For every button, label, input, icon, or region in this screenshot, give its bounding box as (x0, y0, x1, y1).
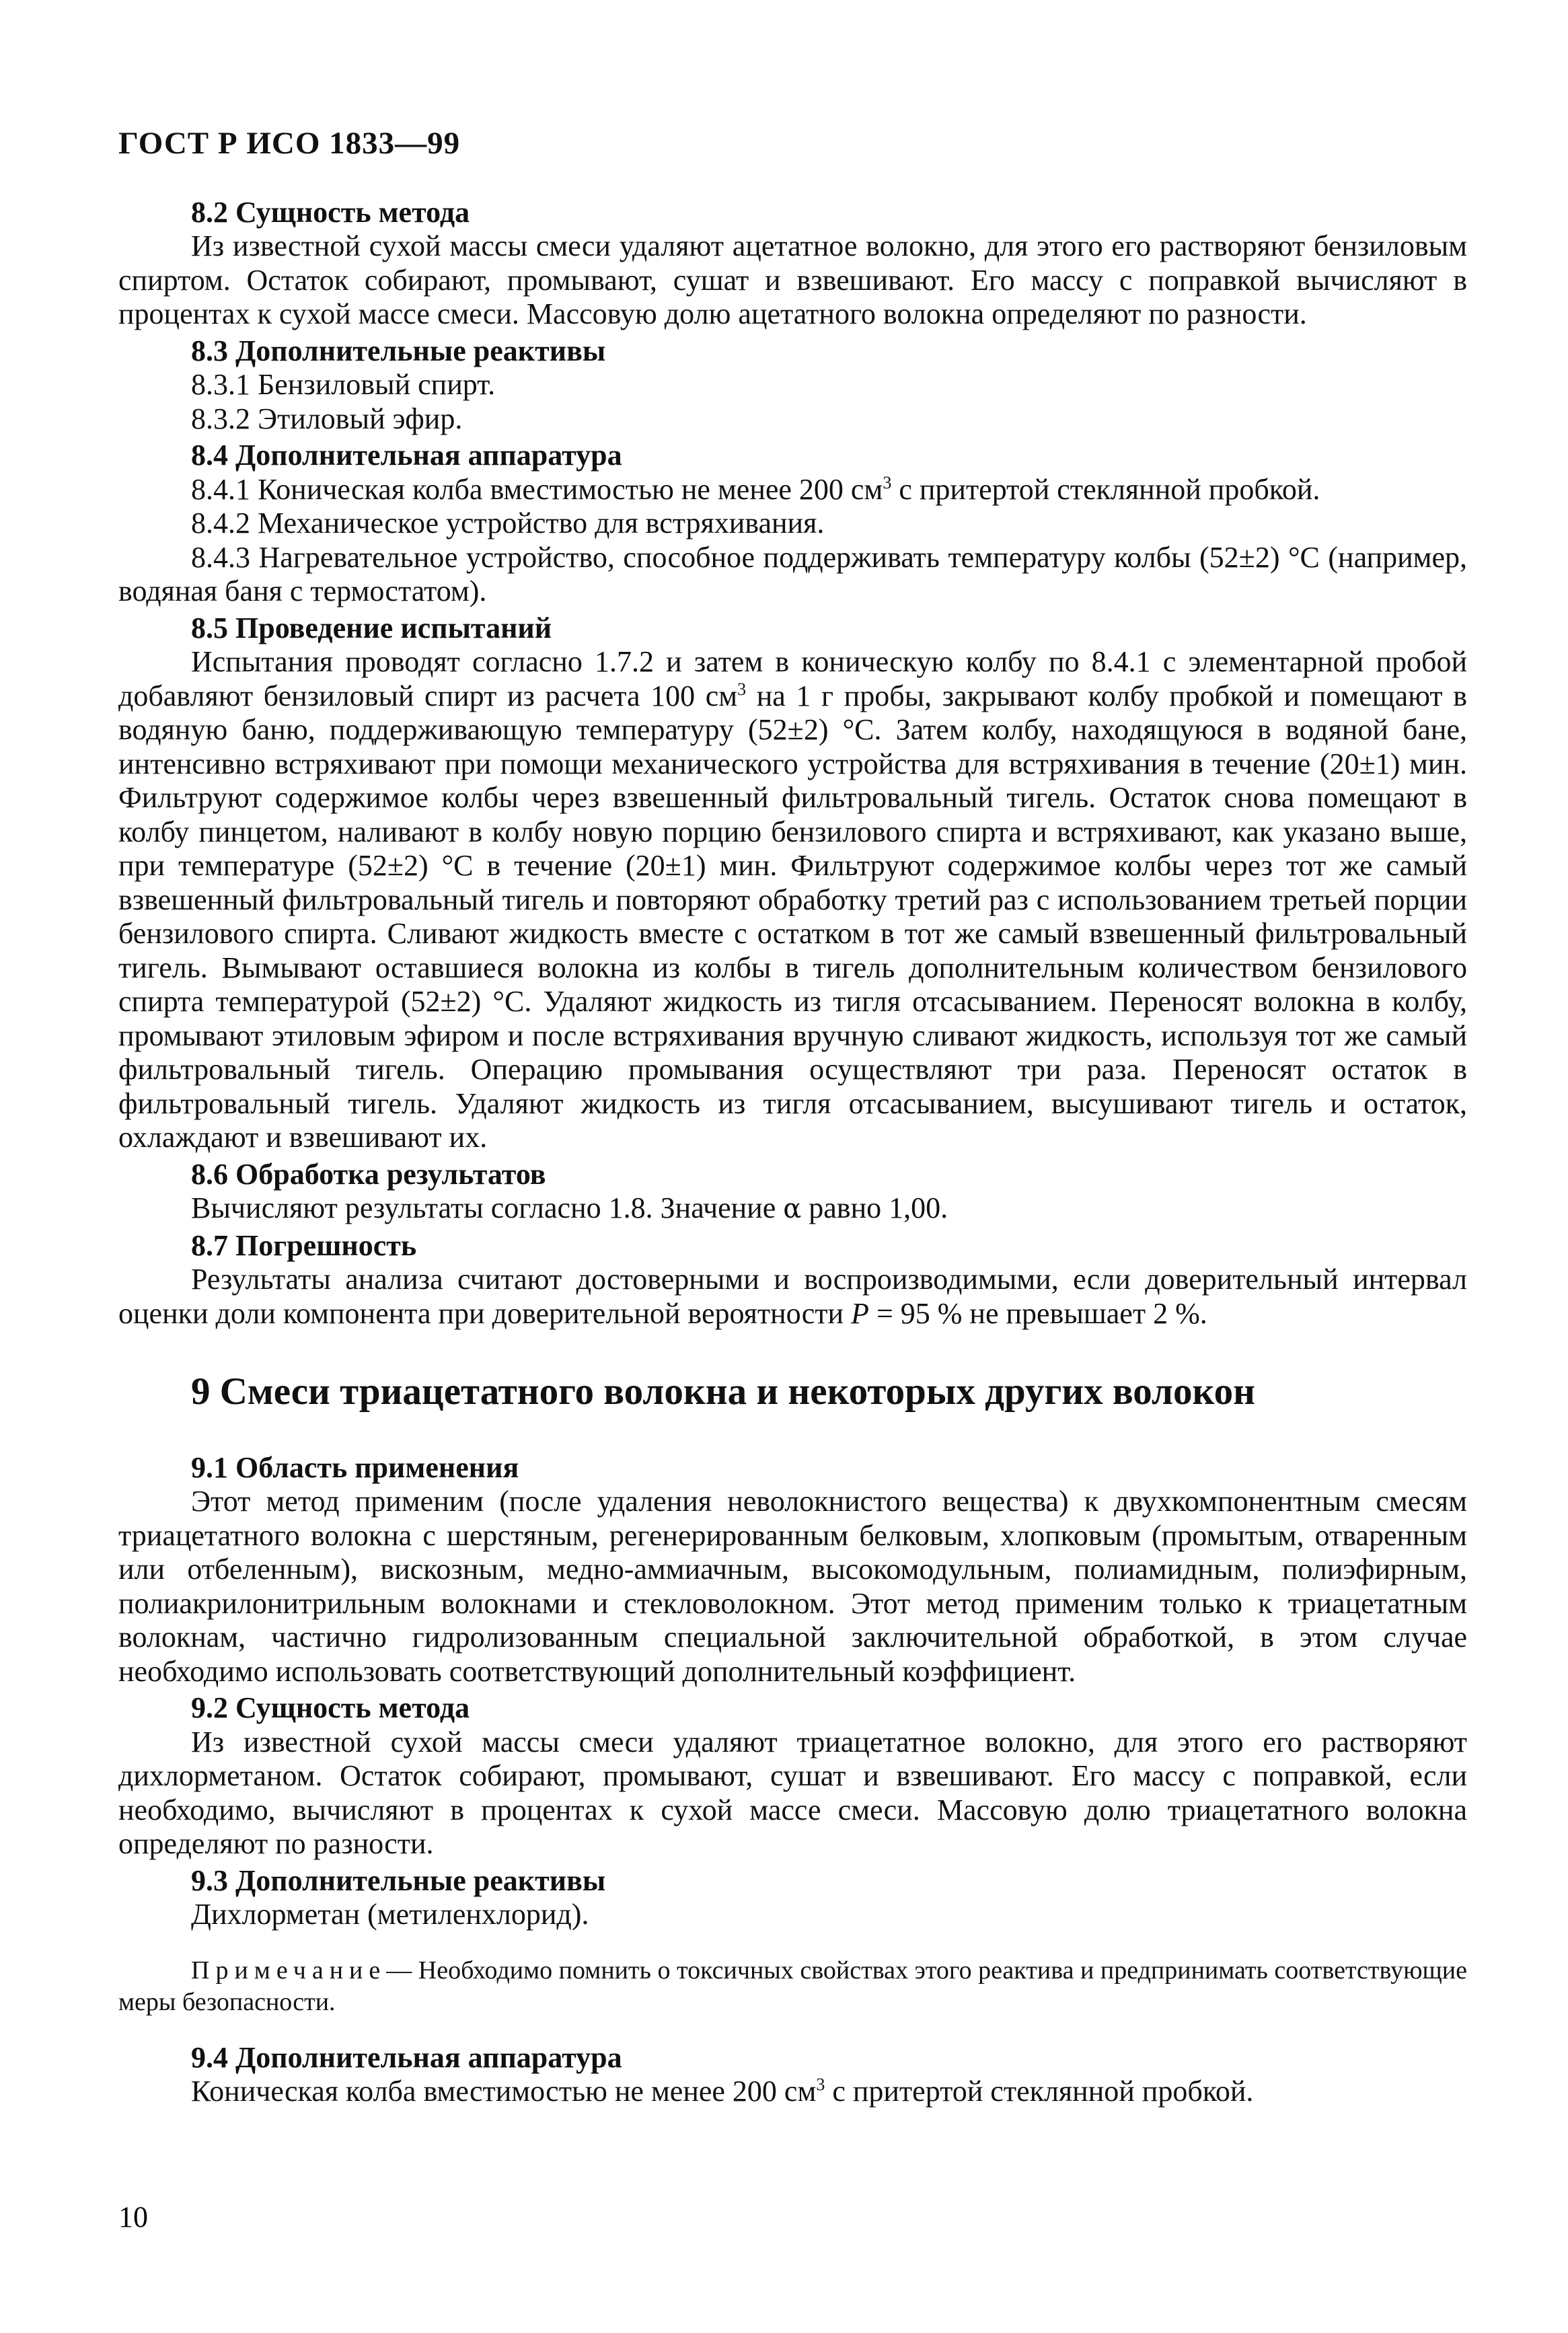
section-8-7-title: 8.7 Погрешность (191, 1228, 417, 1262)
section-9-1-text: Этот метод применим (после удаления неволокнистого вещества) к двухкомпонентным смесям триацетатного волокна с шерстяным, регенерированным белковым, хлопковым (промытым, отваренным или отбеленным), вискозным, медно-аммиачным, высокомодульным, полиамидным, полиэфирным, полиакрилонитрильным волокнами и стекловолокном. Этот метод применим только к триацетатным волокнам, частично гидролизованным специальной заключительной обработкой, в этом случае необходимо использовать соответствующий дополнительный коэффициент. (118, 1485, 1467, 1688)
section-9-4-text-a: Коническая колба вместимостью не менее 200 см (191, 2075, 817, 2108)
section-8-6-title: 8.6 Обработка результатов (191, 1157, 546, 1191)
section-8-2-title: 8.2 Сущность метода (191, 195, 470, 229)
section-8-3-title: 8.3 Дополнительные реактивы (191, 334, 606, 367)
item-8-4-3: 8.4.3 Нагревательное устройство, способное поддерживать температуру колбы (52±2) °С (например, водяная баня с термостатом). (118, 540, 1467, 607)
item-8-4-2: 8.4.2 Механическое устройство для встряхивания. (191, 507, 825, 540)
item-8-4-1 (118, 473, 1467, 507)
section-9-3-text: Дихлорметан (метиленхлорид). (191, 1898, 589, 1931)
section-9-2-title: 9.2 Сущность метода (191, 1691, 470, 1724)
superscript-3: 3 (883, 472, 892, 492)
section-8-7-text (118, 1263, 1467, 1331)
note-label: Примечание (191, 1956, 387, 1985)
section-9-4-text-b: с притертой стеклянной пробкой. (825, 2075, 1254, 2108)
section-8-2-text: Из известной сухой массы смеси удаляют ацетатное волокно, для этого его растворяют бензиловым спиртом. Остаток собирают, промывают, сушат и взвешивают. Его массу с поправкой вычисляют в процентах к сухой массе смеси. Массовую долю ацетатного волокна определяют по разности. (118, 229, 1467, 330)
superscript-3: 3 (737, 679, 747, 699)
document-header: ГОСТ Р ИСО 1833—99 (118, 126, 461, 161)
superscript-3: 3 (816, 2075, 825, 2094)
section-8-5-text (118, 645, 1467, 1155)
section-8-4-title: 8.4 Дополнительная аппаратура (191, 439, 622, 472)
section-8-5-text-b: на 1 г пробы, закрывают колбу пробкой и помещают в водяную баню, поддерживающую температуру (52±2) °С. Затем колбу, находящуюся в водяной бане, интенсивно встряхивают при помощи механического устройства для встряхивания в течение (20±1) мин. Фильтруют содержимое колбы через взвешенный фильтровальный тигель. Остаток снова помещают в колбу пинцетом, наливают в колбу новую порцию бензилового спирта и встряхивают, как указано выше, при температуре (52±2) °С в течение (20±1) мин. Фильтруют содержимое колбы через тот же самый взвешенный фильтровальный тигель и повторяют обработку третий раз с использованием третьей порции бензилового спирта. Сливают жидкость вместе с остатком в тот же самый взвешенный фильтровальный тигель. Вымывают оставшиеся волокна из колбы в тигель дополнительным количеством бензилового спирта температурой (52±2) °С. Удаляют жидкость из тигля отсасыванием. Переносят волокна в колбу, промывают этиловым эфиром и после встряхивания вручную сливают жидкость, используя тот же самый фильтровальный тигель. Операцию промывания осуществляют три раза. Переносят остаток в фильтровальный тигель. Удаляют жидкость из тигля отсасыванием, высушивают тигель и остаток, охлаждают и взвешивают их. (118, 679, 1467, 1154)
section-9-2-text: Из известной сухой массы смеси удаляют триацетатное волокно, для этого его растворяют дихлорметаном. Остаток собирают, промывают, сушат и взвешивают. Его массу с поправкой, если необходимо, вычисляют в процентах к сухой массе смеси. Массовую долю триацетатного волокна определяют по разности. (118, 1725, 1467, 1860)
section-9-4-title: 9.4 Дополнительная аппаратура (191, 2040, 622, 2074)
item-8-3-1: 8.3.1 Бензиловый спирт. (191, 368, 496, 401)
section-8-6-text-a: Вычисляют результаты согласно 1.8. Значение (191, 1191, 784, 1224)
section-8-7-text-b: = 95 % не превышает 2 %. (868, 1296, 1207, 1330)
section-8-5-title: 8.5 Проведение испытаний (191, 611, 552, 644)
item-8-4-1-text-a: 8.4.1 Коническая колба вместимостью не менее 200 см (191, 472, 883, 506)
item-8-4-1-text-b: с притертой стеклянной пробкой. (891, 472, 1320, 506)
section-9-1-title: 9.1 Область применения (191, 1450, 519, 1484)
section-9-3-title: 9.3 Дополнительные реактивы (191, 1863, 606, 1897)
note-text: — Необходимо помнить о токсичных свойствах этого реактива и предпринимать соответствующие меры безопасности. (118, 1956, 1467, 2016)
item-8-3-2: 8.3.2 Этиловый эфир. (191, 402, 463, 435)
page-number: 10 (118, 2200, 148, 2233)
section-9-4-text (118, 2075, 1467, 2109)
section-8-5-text-a: Испытания проводят согласно 1.7.2 и затем в коническую колбу по 8.4.1 с элементарной пробой добавляют бензиловый спирт из расчета 100 см (118, 645, 1467, 712)
section-8-7-text-a: Результаты анализа считают достоверными и воспроизводимыми, если доверительный интервал оценки доли компонента при доверительной вероятности (118, 1263, 1467, 1330)
alpha-symbol: α (783, 1193, 802, 1224)
section-8-6-text (118, 1191, 1467, 1226)
section-8-6-text-b: равно 1,00. (801, 1191, 948, 1224)
note (118, 1955, 1467, 2018)
section-9-title: 9 Смеси триацетатного волокна и некоторых других волокон (191, 1370, 1255, 1413)
p-variable: P (851, 1296, 869, 1330)
